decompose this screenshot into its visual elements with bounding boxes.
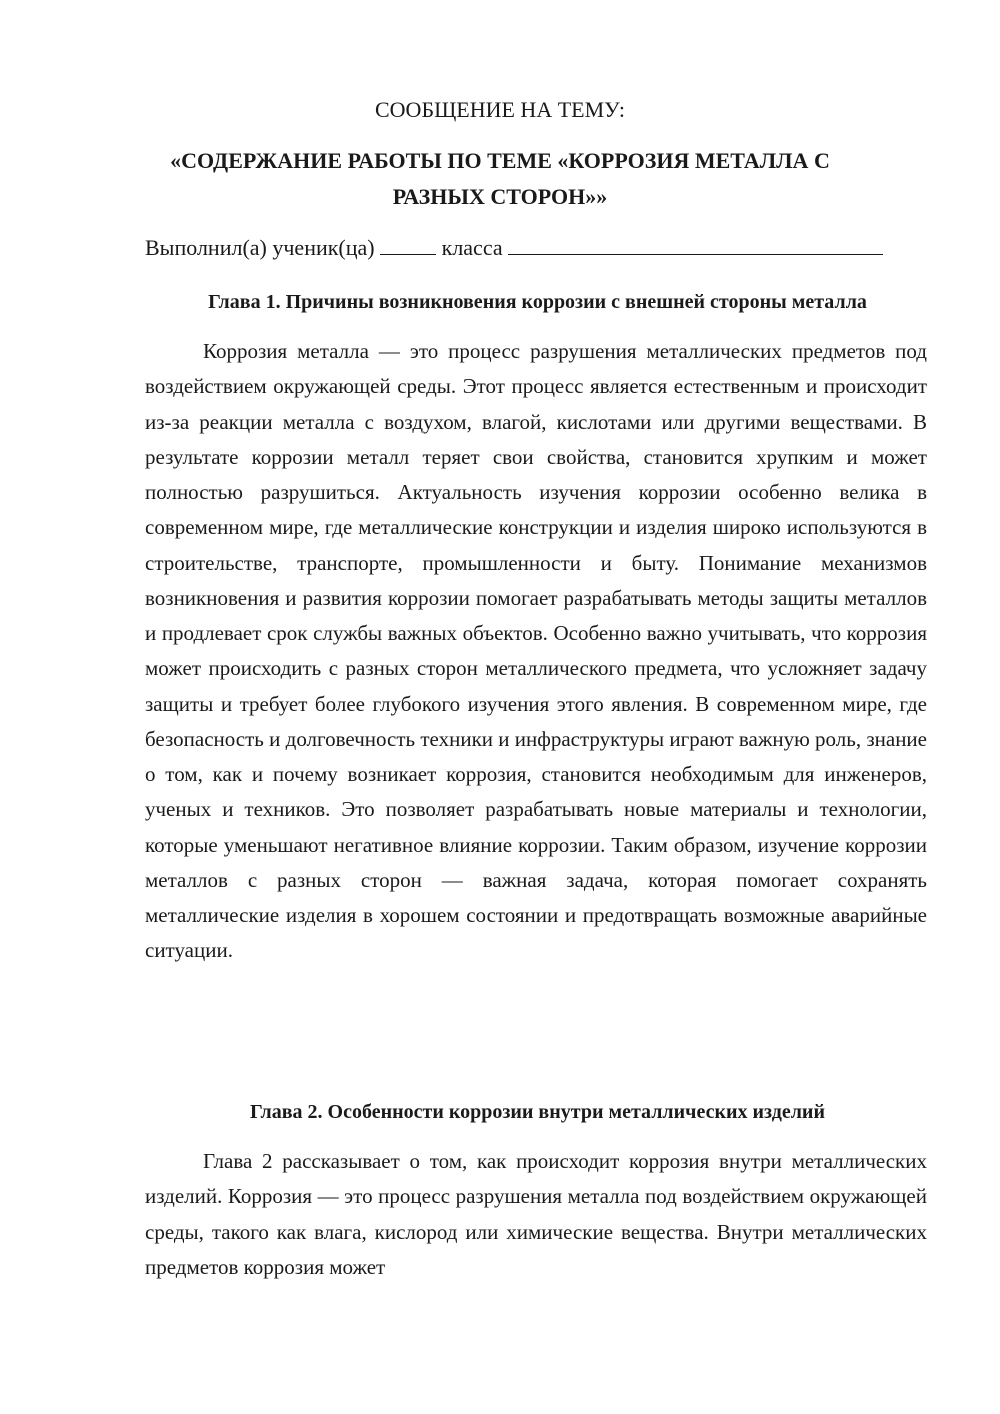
chapter-1-heading: Глава 1. Причины возникновения коррозии с внешней стороны металла xyxy=(208,291,867,313)
chapter-1-paragraph: Коррозия металла — это процесс разрушения металлических предметов под воздействием окружающей среды. Этот процесс является естественным и происходит из-за реакции металла с воздухом, влагой, кислотами или другими веществами. В результате коррозии металл теряет свои свойства, становится хрупким и может полностью разрушиться. Актуальность изучения коррозии особенно велика в современном мире, где металлические конструкции и изделия широко используются в строительстве, транспорте, промышленности и быту. Понимание механизмов возникновения и развития коррозии помогает разрабатывать методы защиты металлов и продлевает срок службы важных объектов. Особенно важно учитывать, что коррозия может происходить с разных сторон металлического предмета, что усложняет задачу защиты и требует более глубокого изучения этого явления. В современном мире, где безопасность и долговечность техники и инфраструктуры играют важную роль, знание о том, как и почему возникает коррозия, становится необходимым для инженеров, ученых и техников. Это позволяет разрабатывать новые материалы и технологии, которые уменьшают негативное влияние коррозии. Таким образом, изучение коррозии металлов с разных сторон — важная задача, которая помогает сохранять металлические изделия в хорошем состоянии и предотвращать возможные аварийные ситуации. xyxy=(145,339,927,963)
document-header-top: СООБЩЕНИЕ НА ТЕМУ: xyxy=(375,97,625,122)
chapter-2-paragraph: Глава 2 рассказывает о том, как происходит коррозия внутри металлических изделий. Коррозия — это процесс разрушения металла под воздействием окружающей среды, такого как влага, кислород или химические вещества. Внутри металлических предметов коррозия может xyxy=(145,1149,927,1279)
student-name-blank xyxy=(508,232,883,255)
author-prefix: Выполнил(а) ученик(ца) xyxy=(145,235,375,260)
author-class-label: класса xyxy=(441,235,503,260)
document-title: «СОДЕРЖАНИЕ РАБОТЫ ПО ТЕМЕ «КОРРОЗИЯ МЕТАЛЛА С РАЗНЫХ СТОРОН»» xyxy=(170,148,830,209)
chapter-2-heading: Глава 2. Особенности коррозии внутри металлических изделий xyxy=(250,1101,825,1123)
author-line xyxy=(145,232,935,263)
class-number-blank xyxy=(380,232,436,255)
